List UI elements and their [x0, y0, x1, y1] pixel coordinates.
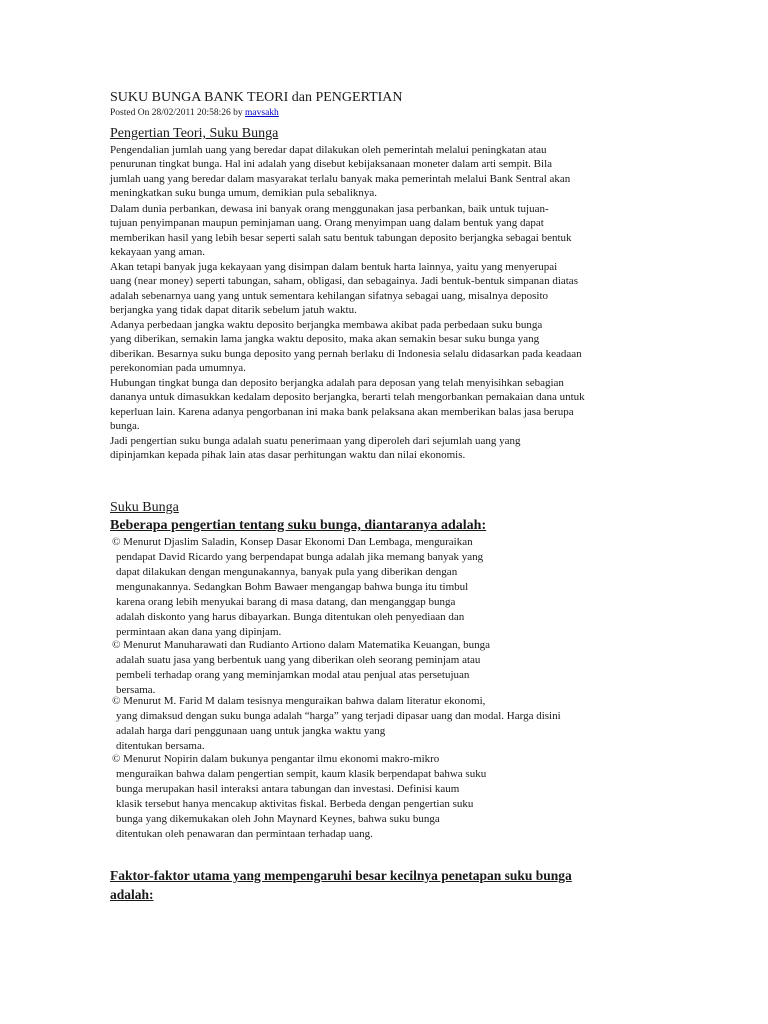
text-line: adalah sebenarnya uang yang untuk sementara kehilangan sifatnya sebagai uang, misalnya deposito — [110, 289, 549, 302]
text-line: pendapat David Ricardo yang berpendapat bunga adalah jika memang banyak yang — [116, 551, 484, 563]
text-line: permintaan akan dana yang dipinjam. — [116, 626, 282, 638]
definition-item — [112, 752, 652, 842]
text-line: dananya untuk dimasukkan kedalam deposito berjangka, berarti telah mengorbankan pemakaian dana untuk — [110, 391, 585, 404]
text-line: uang (near money) seperti tabungan, saham, obligasi, dan sebagainya. Jadi bentuk-bentuk simpanan diatas — [110, 275, 578, 288]
text-line: dapat dilakukan dengan mengunakannya, banyak pula yang diberikan dengan — [116, 566, 458, 578]
text-line: mengunakannya. Sedangkan Bohm Bawaer mengangap bahwa bunga itu timbul — [116, 581, 469, 593]
text-line: tujuan penyimpanan maupun peminjaman uang. Orang menyimpan uang dalam bentuk yang dapat — [110, 217, 544, 230]
text-line: bunga merupakan hasil interaksi antara tabungan dan investasi. Definisi kaum — [116, 783, 460, 795]
paragraph-1 — [110, 143, 650, 201]
text-line: adalah suatu jasa yang berbentuk uang yang diberikan oleh seorang peminjam atau — [116, 654, 481, 666]
text-line: berjangka yang tidak dapat ditarik sebelum jatuh waktu. — [110, 304, 357, 317]
document-title: SUKU BUNGA BANK TEORI dan PENGERTIAN — [110, 90, 403, 105]
paragraph-4 — [110, 318, 650, 376]
text-line: bersama. — [116, 684, 156, 696]
posted-date: Posted On 28/02/2011 20:58:26 by — [110, 108, 243, 118]
text-line: Akan tetapi banyak juga kekayaan yang disimpan dalam bentuk harta lainnya, yaitu yang menyerupai — [110, 261, 558, 273]
text-line: Pengendalian jumlah uang yang beredar dapat dilakukan oleh pemerintah melalui peningkatan atau — [110, 144, 547, 156]
paragraph-6 — [110, 434, 650, 463]
paragraph-3 — [110, 260, 650, 318]
text-line: memberikan hasil yang lebih besar seperti salah satu bentuk tabungan deposito berjangka sebagai bentuk — [110, 231, 572, 244]
section-heading-pengertian: Pengertian Teori, Suku Bunga — [110, 126, 279, 141]
paragraph-2 — [110, 202, 650, 260]
text-line: Adanya perbedaan jangka waktu deposito berjangka membawa akibat pada perbedaan suku bunga — [110, 319, 543, 331]
text-line: diberikan. Besarnya suku bunga deposito yang pernah berlaku di Indonesia selalu didasarkan pada keadaan — [110, 347, 582, 360]
text-line: karena orang lebih menyukai barang di masa datang, dan menganggap bunga — [116, 596, 456, 608]
text-line: Dalam dunia perbankan, dewasa ini banyak orang menggunakan jasa perbankan, baik untuk tujuan- — [110, 203, 549, 215]
text-line: Hubungan tingkat bunga dan deposito berjangka adalah para deposan yang telah menyisihkan sebagian — [110, 377, 564, 389]
factors-heading — [110, 866, 650, 904]
text-line: pembeli terhadap orang yang meminjamkan modal atau penjual atas persetujuan — [116, 669, 470, 681]
text-line: ditentukan bersama. — [116, 740, 205, 752]
text-line: © Menurut Nopirin dalam bukunya pengantar ilmu ekonomi makro-mikro — [112, 753, 440, 765]
definitions-heading: Beberapa pengertian tentang suku bunga, diantaranya adalah: — [110, 518, 487, 533]
text-line: keperluan lain. Karena adanya pengorbanan ini maka bank pelaksana akan memberikan balas jasa berupa — [110, 405, 574, 418]
text-line: perekonomian pada umumnya. — [110, 362, 246, 375]
definition-item — [112, 694, 652, 754]
text-line: © Menurut Manuharawati dan Rudianto Artiono dalam Matematika Keuangan, bunga — [112, 639, 490, 651]
text-line: kekayaan yang aman. — [110, 246, 205, 259]
text-line: yang dimaksud dengan suku bunga adalah “harga” yang terjadi dipasar uang dan modal. Harga disini — [116, 710, 561, 722]
text-line: adalah harga dari penggunaan uang untuk jangka waktu yang — [116, 725, 386, 737]
section-heading-suku-bunga: Suku Bunga — [110, 500, 179, 515]
post-meta — [110, 108, 279, 118]
text-line: jumlah uang yang beredar dalam masyarakat terlalu banyak maka pemerintah melalui Bank Sentral akan — [110, 172, 571, 185]
definition-item — [112, 535, 652, 640]
text-line: yang diberikan, semakin lama jangka waktu deposito, maka akan semakin besar suku bunga yang — [110, 333, 540, 346]
text-line: Jadi pengertian suku bunga adalah suatu penerimaan yang diperoleh dari sejumlah uang yang — [110, 435, 521, 447]
text-line: bunga. — [110, 420, 140, 433]
definition-item — [112, 638, 652, 698]
text-line: klasik tersebut hanya mencakup aktivitas fiskal. Berbeda dengan pengertian suku — [116, 798, 474, 810]
text-line: menguraikan bahwa dalam pengertian sempit, kaum klasik berpendapat bahwa suku — [116, 768, 487, 780]
author-link[interactable]: mavsakh — [245, 108, 279, 118]
text-line: dipinjamkan kepada pihak lain atas dasar perhitungan waktu dan nilai ekonomis. — [110, 449, 466, 462]
text-line: © Menurut M. Farid M dalam tesisnya menguraikan bahwa dalam literatur ekonomi, — [112, 695, 486, 707]
paragraph-5 — [110, 376, 650, 434]
text-line: penurunan tingkat bunga. Hal ini adalah yang disebut kebijaksanaan moneter dalam arti sempit. Bila — [110, 158, 553, 171]
text-line: meningkatkan suku bunga umum, demikian pula sebaliknya. — [110, 187, 378, 200]
text-line: © Menurut Djaslim Saladin, Konsep Dasar Ekonomi Dan Lembaga, menguraikan — [112, 536, 473, 548]
text-line: ditentukan oleh penawaran dan permintaan terhadap uang. — [116, 828, 373, 840]
text-line: adalah: — [110, 887, 154, 902]
text-line: adalah diskonto yang harus dibayarkan. Bunga ditentukan oleh penyediaan dan — [116, 611, 465, 623]
text-line: bunga yang dikemukakan oleh John Maynard Keynes, bahwa suku bunga — [116, 813, 440, 825]
text-line: Faktor-faktor utama yang mempengaruhi besar kecilnya penetapan suku bunga — [110, 868, 572, 883]
